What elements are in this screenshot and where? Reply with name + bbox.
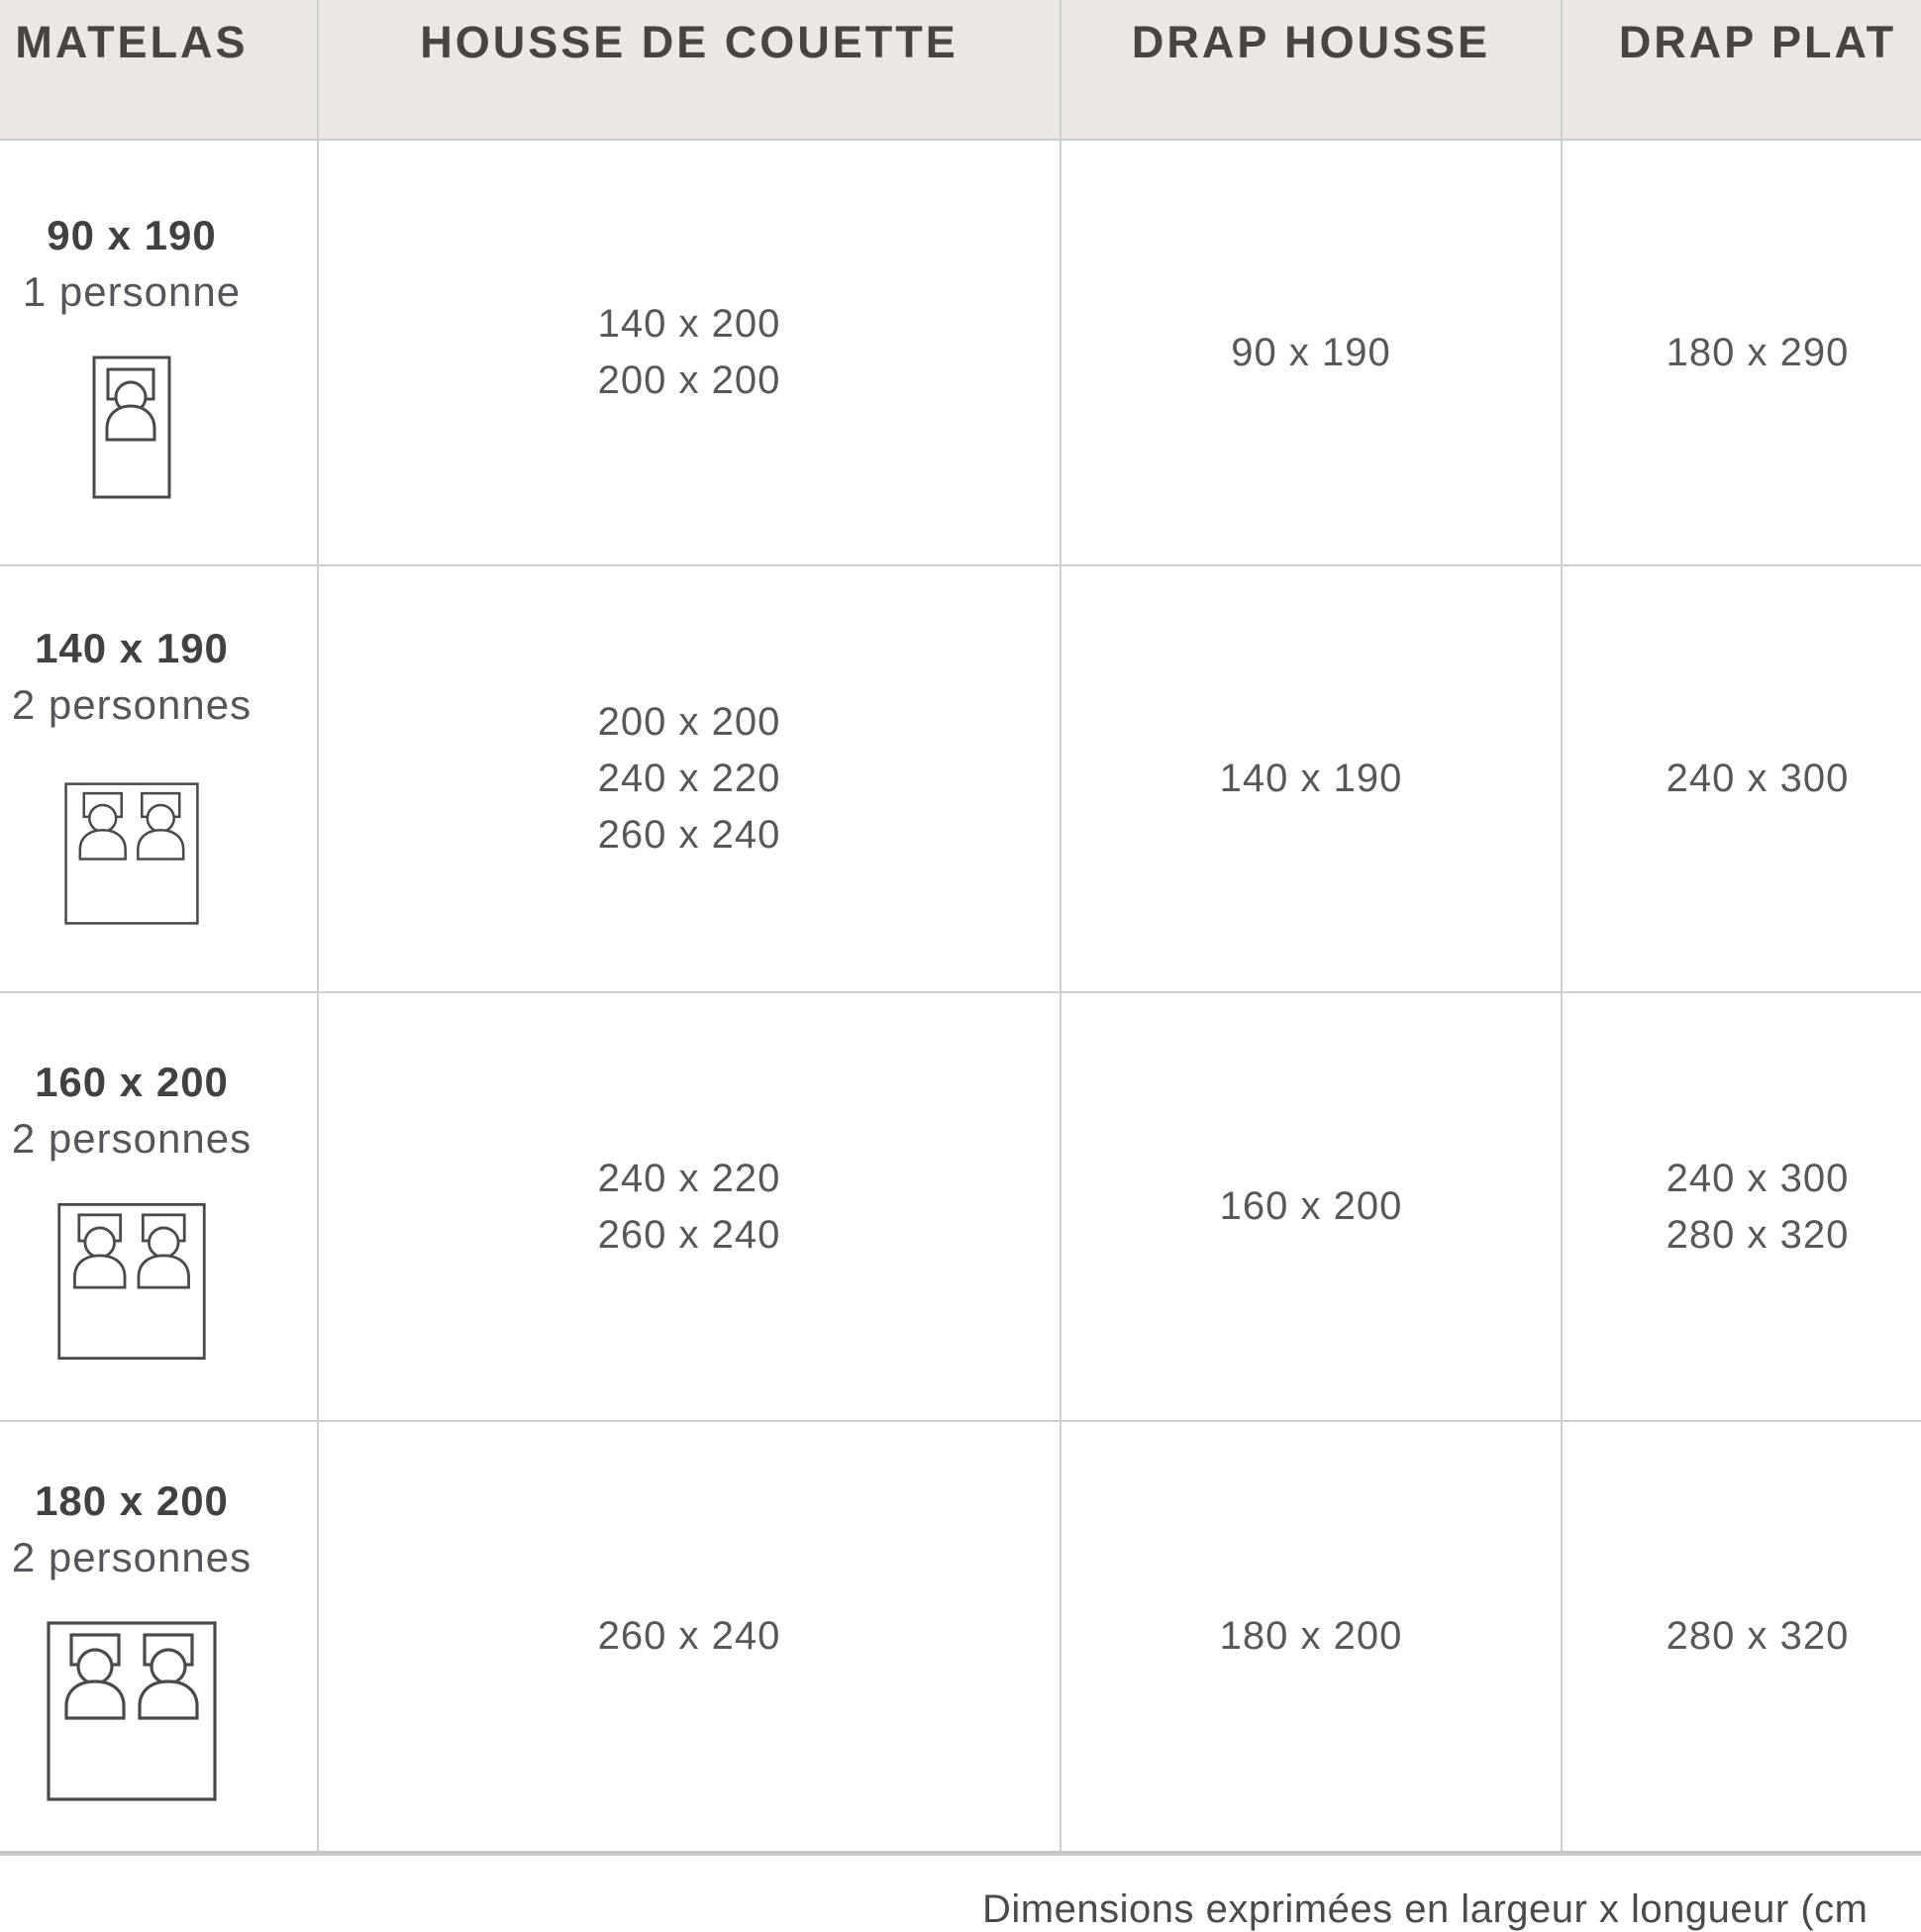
header-drap-plat: DRAP PLAT [1618, 17, 1897, 67]
matelas-size: 140 x 190 [35, 624, 229, 671]
capacity-label: 1 personne [22, 267, 242, 315]
drap-housse-size: 160 x 200 [1219, 1184, 1403, 1228]
dimensions-footnote: Dimensions exprimées en largeur x longueur (cm [982, 1887, 1869, 1931]
drap-housse-cell [1062, 1422, 1563, 1851]
table-row [0, 566, 1921, 993]
matelas-cell [0, 141, 319, 564]
table-header-row [0, 0, 1921, 141]
housse-de-couette-size: 260 x 240 [597, 1614, 781, 1658]
matelas-size: 180 x 200 [35, 1476, 229, 1524]
capacity-label: 2 personnes [11, 1533, 253, 1580]
matelas-cell [0, 566, 319, 991]
double-bed-icon [47, 1621, 217, 1801]
drap-housse-size: 140 x 190 [1219, 757, 1403, 800]
housse-de-couette-cell [319, 141, 1062, 564]
drap-plat-cell [1563, 1422, 1921, 1851]
drap-housse-size: 180 x 200 [1219, 1614, 1403, 1658]
table-body [0, 141, 1921, 1851]
housse-de-couette-size: 260 x 240 [597, 1212, 781, 1257]
table-row [0, 141, 1921, 566]
drap-plat-size: 240 x 300 [1666, 1156, 1850, 1200]
drap-plat-cell [1563, 566, 1921, 991]
header-drap-housse: DRAP HOUSSE [1062, 0, 1563, 139]
housse-de-couette-size: 260 x 240 [597, 813, 781, 857]
matelas-cell [0, 993, 319, 1420]
housse-de-couette-cell [319, 566, 1062, 991]
table-row [0, 993, 1921, 1422]
housse-de-couette-size: 240 x 220 [597, 757, 781, 800]
drap-plat-cell [1563, 141, 1921, 564]
housse-de-couette-size: 240 x 220 [597, 1156, 781, 1200]
drap-housse-cell [1062, 141, 1563, 564]
housse-de-couette-cell [319, 1422, 1062, 1851]
header-matelas: MATELAS [0, 0, 319, 139]
capacity-label: 2 personnes [11, 680, 253, 728]
housse-de-couette-size: 200 x 200 [597, 358, 781, 402]
housse-de-couette-size: 200 x 200 [597, 700, 781, 744]
drap-housse-size: 90 x 190 [1231, 330, 1391, 374]
drap-plat-size: 180 x 290 [1666, 330, 1850, 374]
drap-plat-size: 280 x 320 [1666, 1614, 1850, 1658]
single-bed-icon [92, 356, 171, 499]
double-bed-icon [64, 768, 199, 939]
drap-plat-cell [1563, 993, 1921, 1420]
matelas-size: 90 x 190 [47, 211, 217, 258]
matelas-cell [0, 1422, 319, 1851]
drap-plat-size: 280 x 320 [1666, 1212, 1850, 1257]
header-housse-de-couette: HOUSSE DE COUETTE [319, 0, 1062, 139]
drap-plat-size: 240 x 300 [1666, 757, 1850, 800]
table-row [0, 1422, 1921, 1851]
drap-housse-cell [1062, 566, 1563, 991]
housse-de-couette-size: 140 x 200 [597, 302, 781, 346]
drap-housse-cell [1062, 993, 1563, 1420]
matelas-size: 160 x 200 [35, 1058, 229, 1105]
double-bed-icon [57, 1202, 206, 1361]
capacity-label: 2 personnes [11, 1114, 253, 1162]
housse-de-couette-cell [319, 993, 1062, 1420]
